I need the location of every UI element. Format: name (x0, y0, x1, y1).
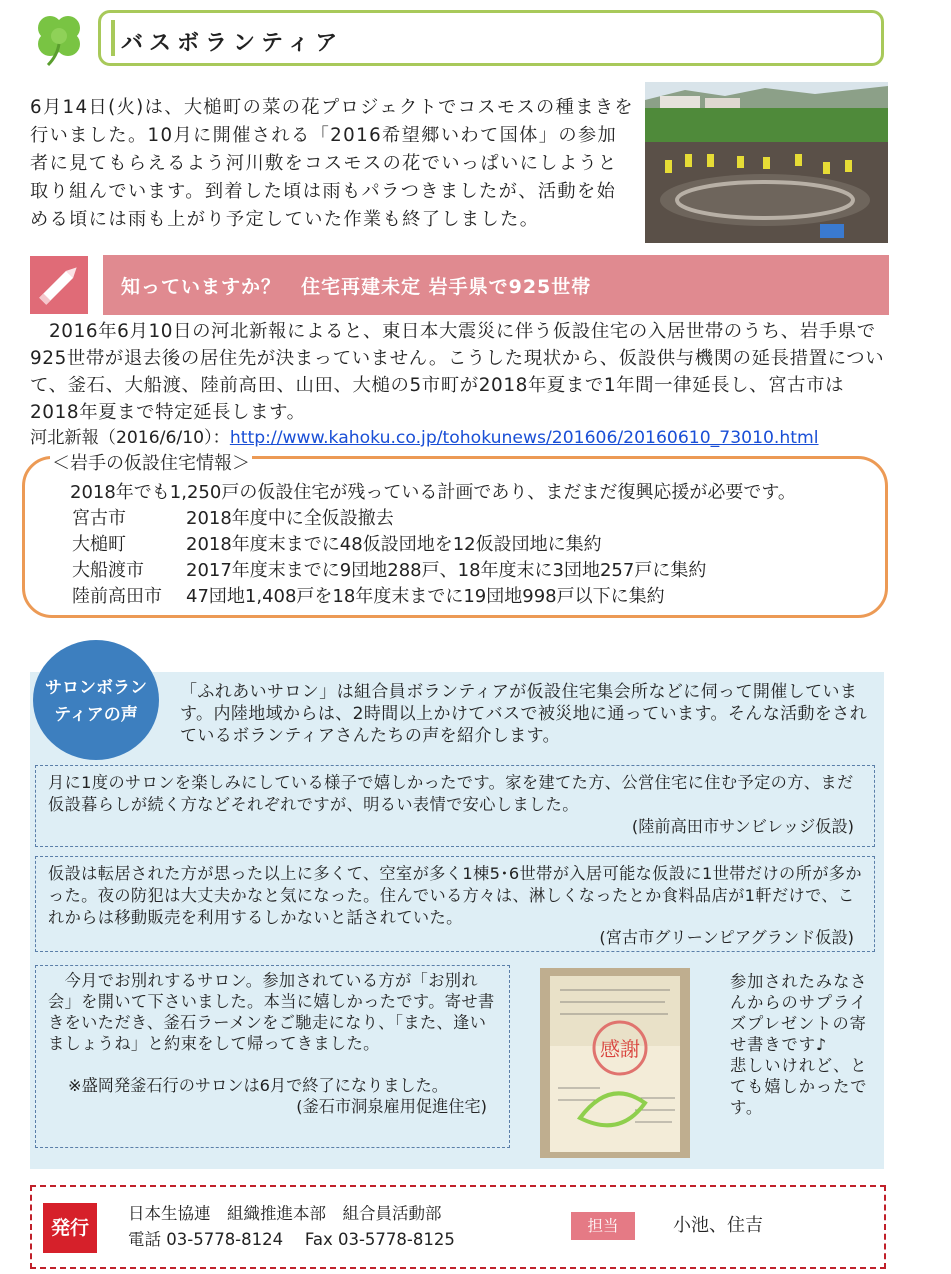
publisher-org: 日本生協連 組織推進本部 組合員活動部 (128, 1204, 442, 1223)
voice-text: 仮設は転居された方が思った以上に多くて、空室が多く1棟5･6世帯が入居可能な仮設に1世帯だけの所が多かった。夜の防犯は大丈夫かなと気になった。住んでいる方々は、淋しくなったとか食料品店が1軒だけで、これからは移動販売を利用するしかないと話されていた。 (48, 864, 862, 927)
publish-label: 発行 (43, 1203, 97, 1253)
voice-box (35, 765, 875, 847)
voice-text: 今月でお別れするサロン。参加されている方が「お別れ会」を開いて下さいました。本当に嬉しかったです。寄せ書きをいただき、釜石ラーメンをご馳走になり、「また、逢いましょうね」と約束をして帰ってきました。 (48, 971, 495, 1053)
salon-badge-line2: ティアの声 (54, 705, 138, 725)
bus-title-text: バスボランティア (121, 31, 344, 56)
voice-source: (宮古市グリーンピアグランド仮設) (599, 928, 854, 947)
gift-caption (730, 971, 870, 1118)
card-text: 感謝 (600, 1037, 640, 1061)
row-detail: 2017年度末までに9団地288戸、18年度末に3団地257戸に集約 (186, 560, 707, 581)
salon-badge-line1: サロンボラン (45, 678, 147, 698)
voice-text: 月に1度のサロンを楽しみにしている様子で嬉しかったです。家を建てた方、公営住宅に住む予定の方、まだ仮設暮らしが続く方などそれぞれですが、明るい表情で安心しました。 (48, 773, 854, 814)
know-body-text: 2016年6月10日の河北新報によると、東日本大震災に伴う仮設住宅の入居世帯のうち、岩手県で925世帯が退去後の居住先が決まっていません。こうした現状から、仮設供与機関の延長措置について、釜石、大船渡、陸前高田、山田、大槌の5市町が2018年夏まで1年間一律延長し、宮古市は2018年夏まで特定延長します。 (30, 321, 885, 423)
housing-info-heading: ＜岩手の仮設住宅情報＞ (52, 453, 250, 474)
housing-info-row (72, 532, 602, 558)
row-detail: 47団地1,408戸を18年度末までに19団地998戸以下に集約 (186, 586, 665, 607)
cosmos-planting-photo (645, 82, 888, 243)
gift-caption-text: 参加されたみなさんからのサプライズプレゼントの寄せ書きです♪ 悲しいけれど、とても嬉しかったです。 (730, 972, 868, 1117)
bus-body-text: 6月14日(火)は、大槌町の菜の花プロジェクトでコスモスの種まきを行いました。10月に開催される「2016希望郷いわて国体」の参加者に見てもらえるよう河川敷をコスモスの花でいっぱいにしようと取り組んでいます。到着した頃は雨もパラつきましたが、活動を始める頃には雨も上がり予定していた作業も終了しました。 (30, 97, 634, 230)
clover-icon (30, 10, 88, 68)
charge-names: 小池、住吉 (673, 1215, 763, 1236)
housing-info-row (72, 584, 665, 610)
news-source-line (30, 426, 910, 450)
housing-info-row (72, 558, 706, 584)
publisher-contact: 電話 03-5778-8124 Fax 03-5778-8125 (128, 1230, 455, 1249)
row-city: 宮古市 (72, 508, 126, 529)
salon-badge (33, 640, 159, 760)
row-city: 大槌町 (72, 534, 126, 555)
bus-section-title (98, 10, 884, 66)
know-section-band (103, 255, 889, 315)
row-detail: 2018年度末までに48仮設団地を12仮設団地に集約 (186, 534, 602, 555)
source-link[interactable]: http://www.kahoku.co.jp/tohokunews/201606/20160610_73010.html (229, 428, 819, 448)
message-card-photo (540, 968, 690, 1158)
voice-note: ※盛岡発釜石行のサロンは6月で終了になりました。 (68, 1076, 448, 1095)
voice-source: (釜石市洞泉雇用促進住宅) (296, 1097, 487, 1116)
voice-box (35, 965, 510, 1148)
know-title: 知っていますか？ 住宅再建未定 岩手県で925世帯 (121, 276, 592, 298)
row-city: 大船渡市 (72, 560, 144, 581)
salon-intro-text: 「ふれあいサロン」は組合員ボランティアが仮設住宅集会所などに伺って開催しています。内陸地域からは、2時間以上かけてバスで被災地に通っています。そんな活動をされているボランティアさんたちの声を紹介します。 (180, 682, 868, 746)
title-accent-bar (111, 20, 115, 56)
voice-source: (陸前高田市サンビレッジ仮設) (631, 817, 854, 836)
charge-label: 担当 (571, 1212, 635, 1240)
source-label: 河北新報（2016/6/10）： (30, 428, 230, 448)
voice-box (35, 856, 875, 952)
row-city: 陸前高田市 (72, 586, 162, 607)
pencil-icon (30, 256, 88, 314)
housing-info-row (72, 506, 394, 532)
housing-info-note: 2018年でも1,250戸の仮設住宅が残っている計画であり、まだまだ復興応援が必要です。 (70, 482, 796, 503)
row-detail: 2018年度中に全仮設撤去 (186, 508, 394, 529)
